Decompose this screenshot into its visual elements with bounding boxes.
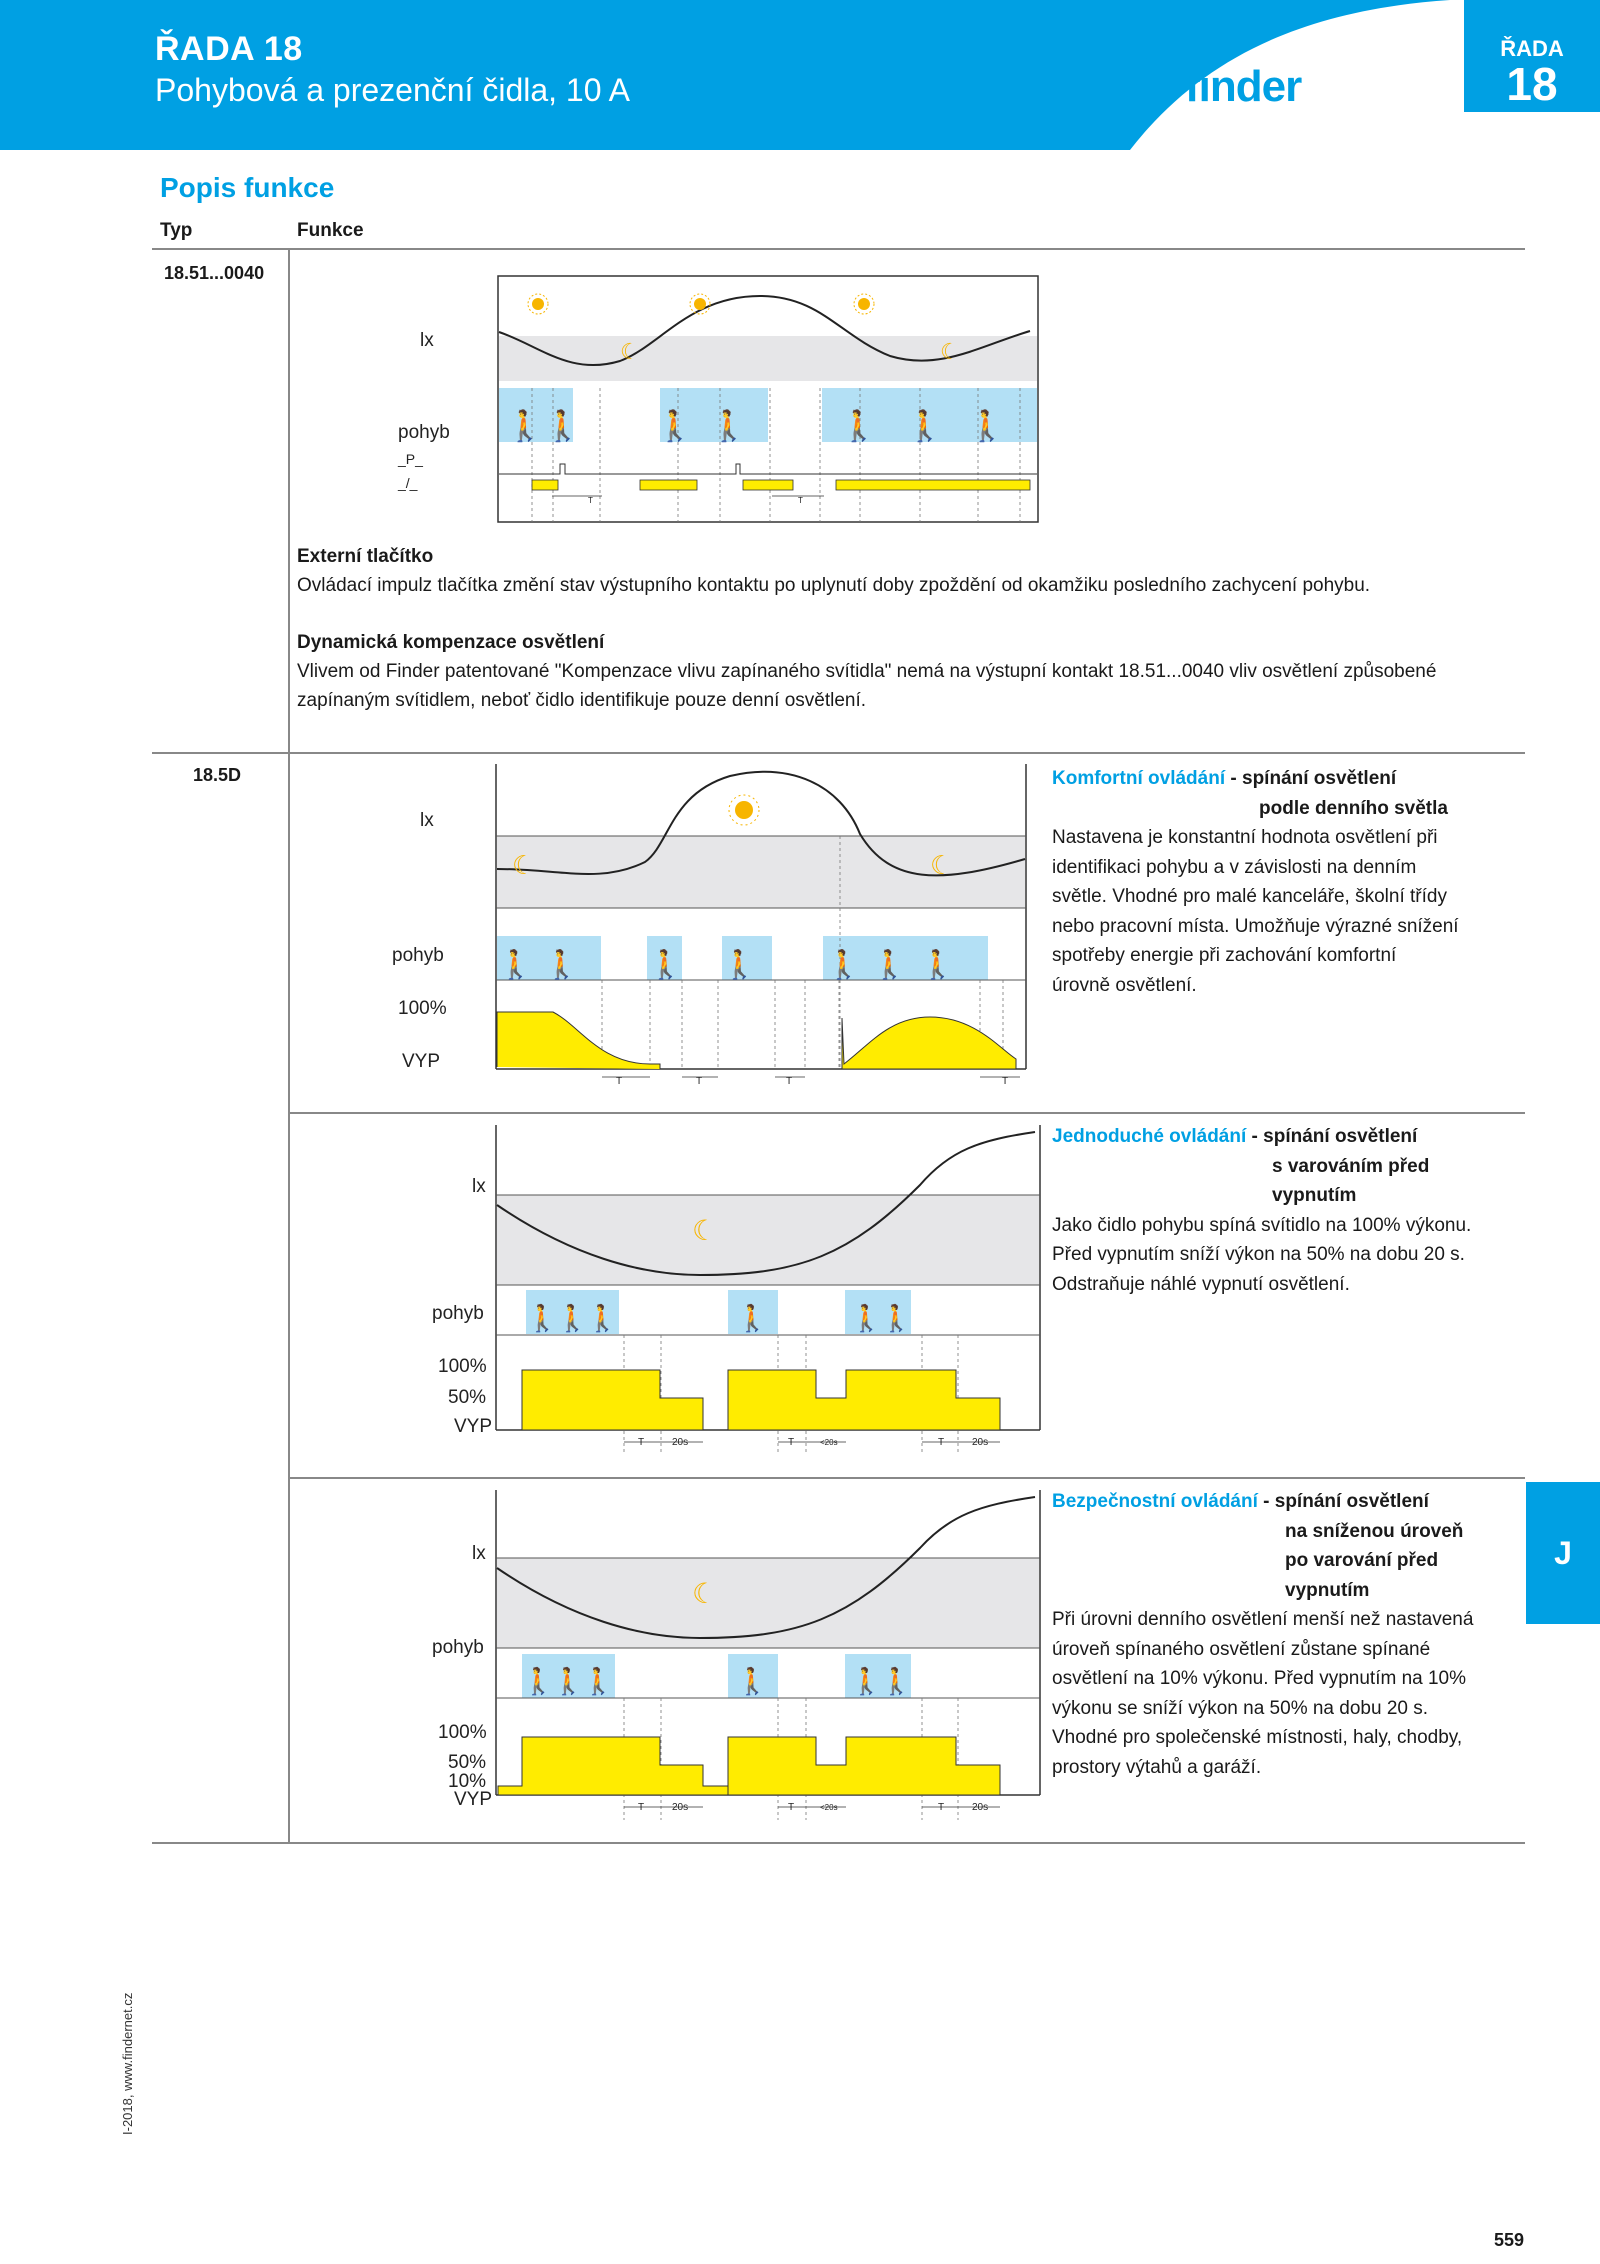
simple-title: Jednoduché ovládání (1052, 1126, 1247, 1147)
external-button-title: Externí tlačítko (297, 546, 434, 567)
motion-label: pohyb (392, 945, 444, 966)
t-label: T (588, 496, 593, 505)
delay-lt20s-label: <20s (820, 1803, 838, 1812)
safety-line: Vhodné pro společenské místnosti, haly, chodby, (1052, 1727, 1463, 1748)
t-label: T (616, 1076, 623, 1087)
comfort-line: identifikaci pohybu a v závislosti na denním (1052, 856, 1417, 878)
t-label: T (696, 1076, 703, 1087)
safety-title: Bezpečnostní ovládání (1052, 1491, 1258, 1512)
finder-logo-icon (1135, 55, 1181, 101)
sun-icon (528, 294, 548, 314)
diagram-comfort-control (392, 764, 1040, 1094)
row-divider (152, 752, 1525, 754)
row-divider (288, 1112, 1525, 1114)
delay-20s-label: 20s (672, 1437, 689, 1448)
delay-20s-label: 20s (972, 1437, 989, 1448)
t-label: T (788, 1437, 795, 1448)
series-tab (1464, 0, 1600, 112)
svg-text:🚶: 🚶 (880, 1303, 913, 1333)
svg-text:🚶: 🚶 (648, 949, 683, 980)
svg-text:🚶: 🚶 (906, 410, 944, 443)
series-tab-number: 18 (1506, 58, 1558, 110)
comfort-sub1: - spínání osvětlení (1225, 768, 1397, 789)
contact-symbol-icon: _/_ (398, 475, 418, 491)
col-header-function: Funkce (297, 220, 364, 241)
svg-text:🚶: 🚶 (850, 1303, 883, 1333)
simple-sub3: vypnutím (1272, 1185, 1357, 1206)
page-subtitle: Pohybová a prezenční čidla, 10 A (155, 72, 630, 108)
motion-label: pohyb (398, 422, 450, 443)
sun-icon (854, 294, 874, 314)
off-label: VYP (454, 1416, 493, 1437)
svg-text:🚶: 🚶 (498, 949, 533, 980)
series-title: ŘADA 18 (155, 30, 303, 68)
level-100-label: 100% (438, 1722, 487, 1743)
safety-sub1: - spínání osvětlení (1257, 1491, 1429, 1512)
simple-description (1052, 1122, 1522, 1299)
row-divider (288, 1477, 1525, 1479)
walking-person-icon (526, 1303, 912, 1333)
svg-text:🚶: 🚶 (880, 1666, 913, 1696)
moon-icon: ☾ (512, 850, 536, 880)
motion-label: pohyb (432, 1303, 484, 1324)
svg-text:🚶: 🚶 (722, 949, 757, 980)
svg-text:🚶: 🚶 (552, 1666, 585, 1696)
side-note: I-2018, www.findernet.cz (120, 1992, 135, 2135)
moon-icon: ☾ (692, 1215, 718, 1246)
chapter-tab-j: J (1526, 1482, 1600, 1624)
delay-20s-label: 20s (672, 1802, 689, 1813)
svg-text:🚶: 🚶 (850, 1666, 883, 1696)
logo-wordmark: finder (1185, 62, 1302, 111)
svg-text:🚶: 🚶 (736, 1303, 769, 1333)
safety-sub4: vypnutím (1285, 1579, 1370, 1601)
section-title: Popis funkce (160, 172, 335, 203)
svg-text:🚶: 🚶 (506, 410, 544, 443)
comfort-line: nebo pracovní místa. Umožňuje výrazné snížení (1052, 915, 1459, 937)
svg-text:🚶: 🚶 (968, 410, 1006, 443)
svg-text:🚶: 🚶 (710, 410, 748, 443)
moon-icon: ☾ (930, 850, 954, 880)
table-column-divider (288, 249, 290, 1843)
svg-text:🚶: 🚶 (920, 949, 955, 980)
delay-20s-label: 20s (972, 1802, 989, 1813)
diagram-simple-control (420, 1125, 1040, 1465)
t-label: T (638, 1437, 645, 1448)
safety-sub2: na sníženou úroveň (1285, 1520, 1464, 1542)
safety-line: úroveň spínaného osvětlení zůstane spínané (1052, 1638, 1431, 1660)
type-18-51-0040: 18.51...0040 (164, 263, 265, 283)
safety-line: výkonu se sníží výkon na 50% na dobu 20 s. (1052, 1697, 1429, 1719)
t-label: T (938, 1437, 945, 1448)
safety-line: Při úrovni denního osvětlení menší než nastavená (1052, 1609, 1474, 1630)
series-tab-label: ŘADA (1500, 36, 1564, 61)
t-label: T (1002, 1076, 1009, 1087)
safety-description (1052, 1487, 1522, 1782)
svg-text:🚶: 🚶 (586, 1303, 619, 1333)
simple-line: Před vypnutím sníží výkon na 50% na dobu 20 s. (1052, 1244, 1465, 1265)
svg-text:🚶: 🚶 (544, 410, 582, 443)
svg-text:🚶: 🚶 (526, 1303, 559, 1333)
comfort-line: Nastavena je konstantní hodnota osvětlení při (1052, 827, 1438, 848)
external-button-text: Ovládací impulz tlačítka změní stav výstupního kontaktu po uplynutí doby zpoždění od okamžiku posledního zachycení pohybu. (297, 575, 1371, 596)
lx-label: lx (472, 1543, 486, 1564)
simple-line: Odstraňuje náhlé vypnutí osvětlení. (1052, 1273, 1350, 1295)
simple-sub1: - spínání osvětlení (1246, 1126, 1418, 1147)
safety-line: prostory výtahů a garáží. (1052, 1756, 1262, 1778)
dynamic-comp-title: Dynamická kompenzace osvětlení (297, 632, 605, 653)
lx-label: lx (420, 810, 434, 831)
type-18-5d: 18.5D (193, 765, 242, 785)
comfort-description (1052, 764, 1522, 1000)
comfort-title: Komfortní ovládání (1052, 768, 1226, 789)
moon-icon: ☾ (620, 339, 640, 364)
t-label: T (638, 1802, 645, 1813)
walking-person-icon (522, 1666, 912, 1696)
moon-icon: ☾ (692, 1578, 718, 1609)
t-label: T (786, 1076, 793, 1087)
comfort-line: úrovně osvětlení. (1052, 974, 1197, 996)
svg-text:🚶: 🚶 (840, 410, 878, 443)
delay-lt20s-label: <20s (820, 1438, 838, 1447)
svg-text:🚶: 🚶 (826, 949, 861, 980)
level-50-label: 50% (448, 1752, 487, 1773)
svg-text:🚶: 🚶 (872, 949, 907, 980)
comfort-sub2: podle denního světla (1259, 797, 1448, 819)
page-number: 559 (1494, 2230, 1525, 2250)
svg-text:🚶: 🚶 (522, 1666, 555, 1696)
button-symbol-icon: _P_ (398, 451, 423, 467)
dynamic-comp-text-2: zapínaným svítidlem, neboť čidlo identifikuje pouze denní osvětlení. (297, 690, 867, 711)
comfort-line: světle. Vhodné pro malé kanceláře, školní třídy (1052, 886, 1447, 907)
svg-text:🚶: 🚶 (656, 410, 694, 443)
svg-text:🚶: 🚶 (582, 1666, 615, 1696)
diagram-external-button (398, 276, 1040, 526)
table-bottom-rule (152, 1842, 1525, 1844)
level-100-label: 100% (438, 1356, 487, 1377)
off-label: VYP (454, 1789, 493, 1810)
simple-sub2: s varováním před (1272, 1155, 1430, 1177)
lx-label: lx (420, 330, 434, 351)
off-label: VYP (402, 1051, 441, 1072)
safety-sub3: po varování před (1285, 1550, 1439, 1571)
sun-icon (729, 795, 759, 825)
lx-label: lx (472, 1176, 486, 1197)
moon-icon: ☾ (940, 339, 960, 364)
t-label: T (938, 1802, 945, 1813)
svg-text:🚶: 🚶 (544, 949, 579, 980)
level-50-label: 50% (448, 1387, 487, 1408)
svg-text:🚶: 🚶 (736, 1666, 769, 1696)
motion-label: pohyb (432, 1637, 484, 1658)
level-100-label: 100% (398, 998, 447, 1019)
diagram-safety-control (420, 1490, 1040, 1830)
level-10-label: 10% (448, 1771, 487, 1792)
col-header-type: Typ (160, 220, 193, 241)
dynamic-comp-text-1: Vlivem od Finder patentované "Kompenzace vlivu zapínaného svítidla" nemá na výstupní kontakt 18.51...0040 vliv osvětlení způsobené (297, 661, 1437, 682)
walking-person-icon (498, 948, 955, 981)
t-label: T (798, 496, 803, 505)
svg-text:🚶: 🚶 (556, 1303, 589, 1333)
safety-line: osvětlení na 10% výkonu. Před vypnutím na 10% (1052, 1668, 1467, 1689)
table-rule (152, 248, 1525, 250)
comfort-line: spotřeby energie při zachování komfortní (1052, 945, 1397, 966)
simple-line: Jako čidlo pohybu spíná svítidlo na 100% výkonu. (1052, 1214, 1472, 1236)
t-label: T (788, 1802, 795, 1813)
